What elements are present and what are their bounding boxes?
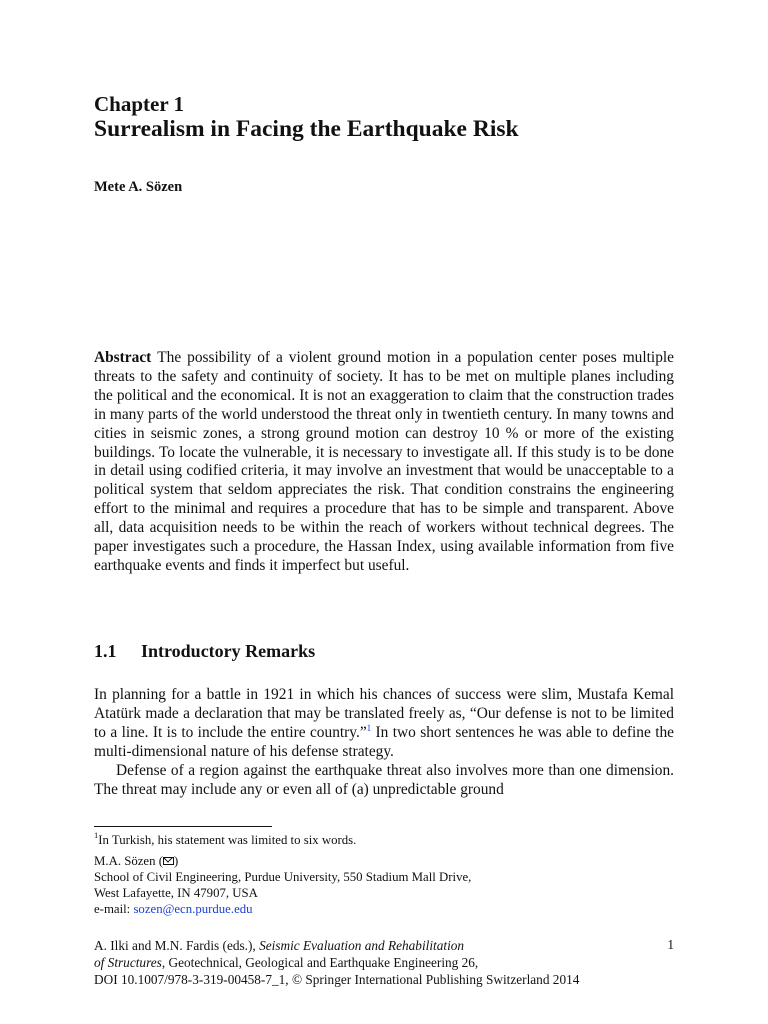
affiliation-email-line — [94, 902, 471, 918]
citation-line-3: DOI 10.1007/978-3-319-00458-7_1, © Springer International Publishing Switzerland 2014 — [94, 972, 580, 987]
affiliation-name-close: ) — [173, 854, 179, 868]
footnote-divider — [94, 826, 272, 827]
chapter-title: Surrealism in Facing the Earthquake Risk — [94, 116, 519, 142]
author-affiliation — [94, 854, 471, 918]
intro-paragraph-2: Defense of a region against the earthquake threat also involves more than one dimension. The threat may include any or even all of (a) unpredictable ground — [94, 761, 674, 798]
abstract — [94, 349, 674, 576]
citation-book-title: Seismic Evaluation and Rehabilitation — [259, 938, 465, 953]
intro-paragraph-1 — [94, 686, 674, 762]
citation-line-1 — [94, 937, 579, 954]
citation-line-2 — [94, 954, 579, 971]
affiliation-name: M.A. Sözen ( — [94, 854, 163, 868]
affiliation-city-line: West Lafayette, IN 47907, USA — [94, 885, 258, 900]
email-label: e-mail: — [94, 901, 134, 916]
citation-block — [94, 937, 579, 988]
section-title: Introductory Remarks — [141, 641, 316, 661]
citation-editors: A. Ilki and M.N. Fardis (eds.), — [94, 938, 260, 953]
chapter-label: Chapter 1 — [94, 92, 185, 116]
footnote-text: In Turkish, his statement was limited to six words. — [98, 833, 357, 847]
citation-book-title-cont: of Structures — [94, 955, 162, 970]
affiliation-name-line — [94, 854, 471, 870]
footnote-ref-link[interactable]: 1 — [366, 722, 372, 733]
author-name: Mete A. Sözen — [94, 179, 183, 195]
section-heading — [94, 641, 315, 662]
abstract-text: The possibility of a violent ground motion in a population center poses multiple threats to the safety and continuity of society. It has to be met on multiple planes including the political and the economical. It is not an exaggeration to claim that the construction trades in many parts of the world understood the threat only in twentieth century. In many towns and cities in seismic zones, a strong ground motion can destroy 10 % or more of the existing buildings. To locate the vulnerable, it is necessary to investigate all. If this study is to be done in detail using codified criteria, it may involve an investment that would be unacceptable to a political system that seldom appreciates the risk. That condition constrains the engineering effort to the minimal and requires a procedure that has to be simple and transparent. Above all, data acquisition needs to be within the reach of workers without technical degrees. The paper investigates such a procedure, the Hassan Index, using available information from five earthquake events and finds it imperfect but useful. — [94, 349, 674, 574]
envelope-icon — [163, 857, 174, 865]
intro-body — [94, 686, 674, 799]
footnote — [94, 830, 357, 848]
section-number: 1.1 — [94, 641, 117, 661]
page-number: 1 — [667, 937, 674, 952]
intro-p1-text: In planning for a battle in 1921 in which his chances of success were slim, Mustafa Kemal Atatürk made a declaration that may be translated freely as, “Our defense is not to be limited to a line. It is to include the entire country.” — [94, 686, 674, 741]
footnote-marker: 1 — [94, 830, 99, 840]
affiliation-address-line: School of Civil Engineering, Purdue University, 550 Stadium Mall Drive, — [94, 869, 472, 884]
abstract-label: Abstract — [94, 349, 152, 366]
intro-p1-continuation: In two short sentences he was able to define the multi-dimensional nature of his defense strategy. — [94, 723, 674, 760]
citation-series: , Geotechnical, Geological and Earthquake Engineering 26, — [161, 955, 479, 970]
email-link[interactable]: sozen@ecn.purdue.edu — [133, 901, 253, 916]
